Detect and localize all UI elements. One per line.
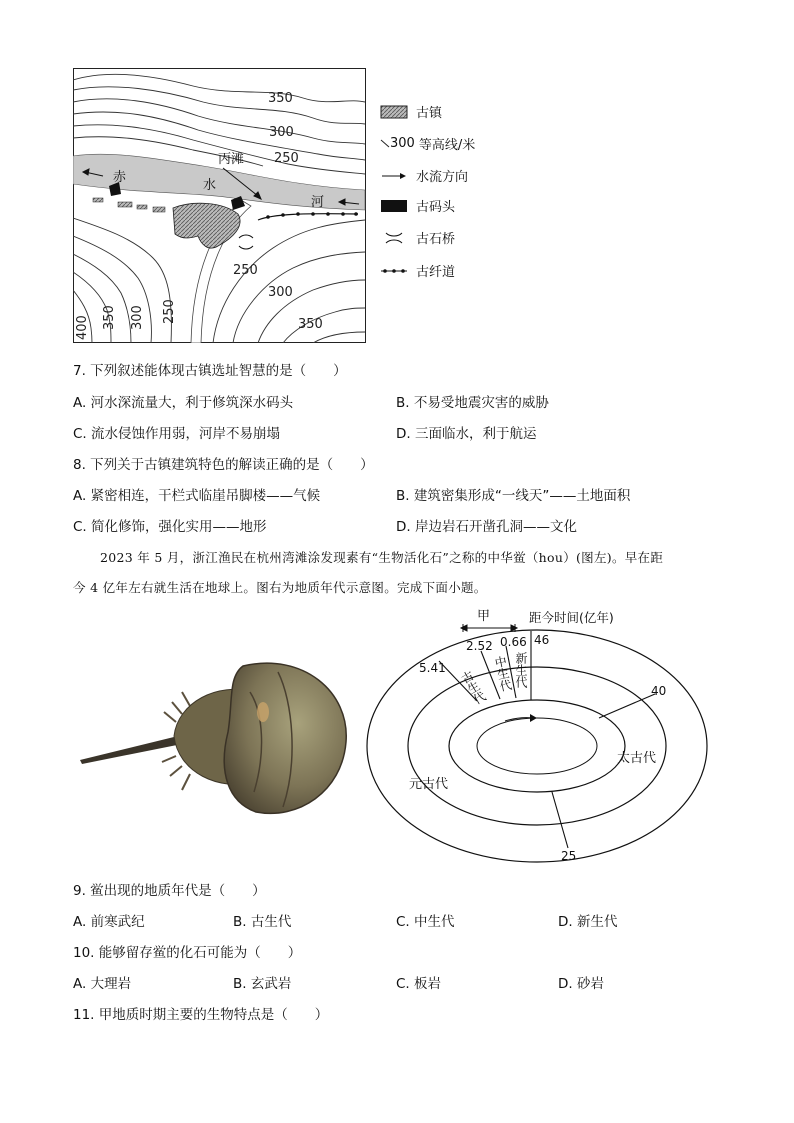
geologic-time-chart [355,600,715,870]
town-symbol-icon [380,105,408,119]
option-d[interactable]: D. 砂岩 [558,976,604,992]
bridge-symbol-icon [380,231,408,245]
question-10-stem: 10. 能够留存鲎的化石可能为（ ） [73,945,302,961]
legend-label: 古纤道 [416,265,456,280]
legend-label: 古码头 [416,200,456,215]
horseshoe-crab-image [78,652,350,820]
passage-line-1: 2023 年 5 月，浙江渔民在杭州湾滩涂发现素有“生物活化石”之称的中华鲎（hou）(图左)。早在距 [100,550,664,565]
option-c[interactable]: C. 中生代 [396,914,455,930]
contour-label: 300 [269,125,294,140]
option-c[interactable]: C. 流水侵蚀作用弱，河岸不易崩塌 [73,426,281,442]
contour-label: 350 [298,317,323,332]
question-7-stem: 7. 下列叙述能体现古镇选址智慧的是（ ） [73,363,347,379]
value-label: 5.41 [419,661,446,675]
option-d[interactable]: D. 岸边岩石开凿孔洞——文化 [396,519,577,535]
question-11-stem: 11. 甲地质时期主要的生物特点是（ ） [73,1007,329,1023]
legend-contour [380,134,475,153]
contour-label: 350 [102,305,117,330]
legend-towpath [380,261,455,280]
era-label-cenozoic: 新生代 [514,652,528,688]
option-b[interactable]: B. 玄武岩 [233,976,292,992]
option-d[interactable]: D. 三面临水，利于航运 [396,426,537,442]
legend-town [380,102,442,121]
option-a[interactable]: A. 紧密相连，干栏式临崖吊脚楼——气候 [73,488,321,504]
option-c[interactable]: C. 板岩 [396,976,442,992]
era-label-mesozoic: 中生代 [492,654,514,693]
contour-label: 250 [162,299,177,324]
option-b[interactable]: B. 建筑密集形成“一线天”——土地面积 [396,488,631,504]
contour-label: 300 [268,285,293,300]
legend-dock [380,196,455,215]
passage-line-2: 今 4 亿年左右就生活在地球上。图右为地质年代示意图。完成下面小题。 [73,580,487,595]
contour-symbol-icon [380,137,390,151]
option-c[interactable]: C. 简化修饰，强化实用——地形 [73,519,267,535]
era-label-archean: 太古代 [617,751,657,766]
option-b[interactable]: B. 不易受地震灾害的威胁 [396,395,549,411]
legend-label: 古石桥 [416,232,456,247]
option-a[interactable]: A. 大理岩 [73,976,132,992]
question-9-stem: 9. 鲎出现的地质年代是（ ） [73,883,266,899]
dock-symbol-icon [380,199,408,213]
option-b[interactable]: B. 古生代 [233,914,292,930]
legend-bridge [380,228,455,247]
contour-label: 250 [274,151,299,166]
river-label: 水 [203,178,217,193]
jia-label: 甲 [477,609,491,624]
value-label: 0.66 [500,635,527,649]
legend-contour-value: 300 [390,136,415,151]
value-label: 40 [651,684,667,698]
era-label-proterozoic: 元古代 [409,777,449,792]
option-a[interactable]: A. 河水深流量大，利于修筑深水码头 [73,395,294,411]
contour-label: 250 [233,263,258,278]
contour-label: 350 [268,91,293,106]
river-label: 赤 [113,170,127,185]
era-label-paleozoic: 古生代 [457,668,489,707]
value-label: 25 [561,849,577,863]
value-label: 46 [534,633,550,647]
topographic-map [73,68,366,343]
legend-label: 等高线/米 [418,138,476,153]
arrow-right-icon [380,169,408,183]
contour-label: 400 [75,315,90,340]
towpath-symbol-icon [380,264,408,278]
geologic-chart-svg [355,600,715,870]
legend-label: 水流方向 [416,170,469,185]
legend-flow [380,166,468,185]
unit-label: 距今时间(亿年) [529,610,614,625]
value-label: 2.52 [466,639,493,653]
river-label: 河 [311,195,325,210]
legend-label: 古镇 [416,106,443,121]
contour-label: 300 [130,305,145,330]
option-a[interactable]: A. 前寒武纪 [73,914,145,930]
place-label-bingtan: 丙滩 [218,152,245,167]
option-d[interactable]: D. 新生代 [558,914,618,930]
map-svg [73,68,366,343]
question-8-stem: 8. 下列关于古镇建筑特色的解读正确的是（ ） [73,457,374,473]
